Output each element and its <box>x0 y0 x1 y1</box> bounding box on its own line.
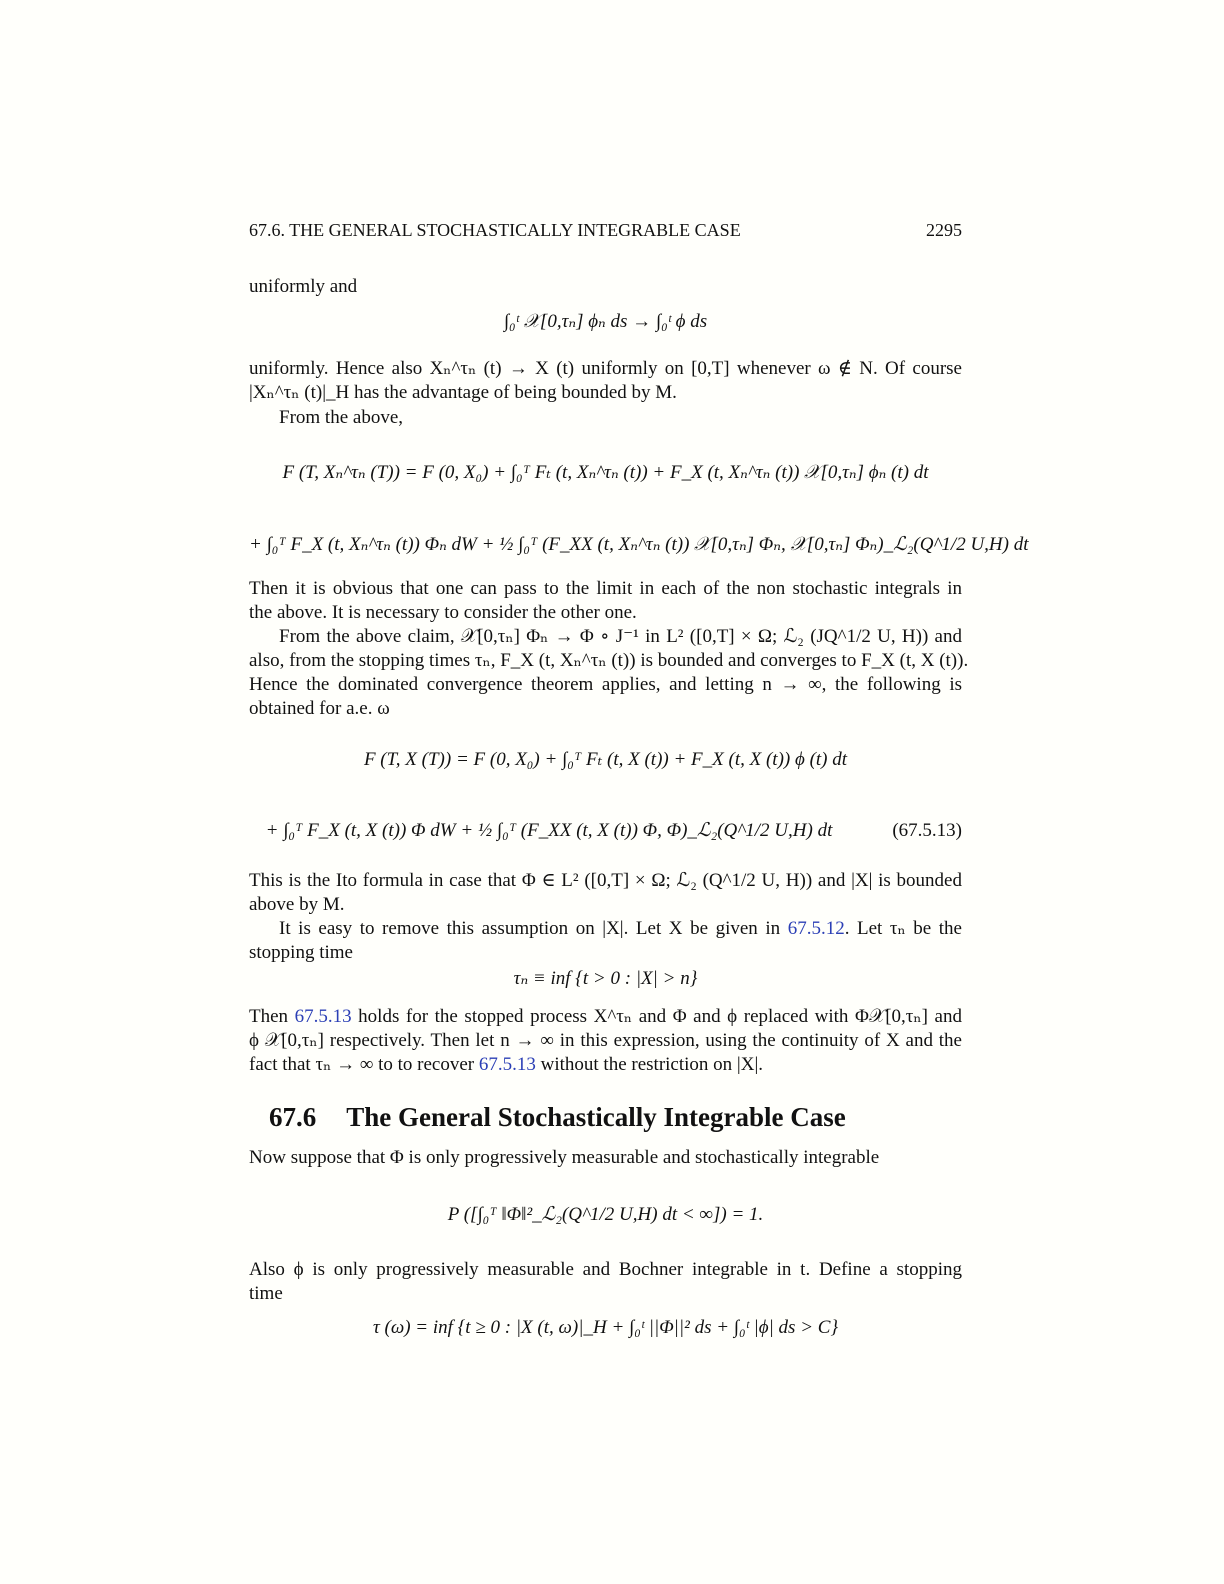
equation: ∫₀ᵗ 𝒳[0,τₙ] ϕₙ ds → ∫₀ᵗ ϕ ds <box>503 311 708 332</box>
text-line: From the above, <box>279 407 404 428</box>
text: . Let τₙ be the <box>844 918 962 939</box>
running-header <box>249 220 962 241</box>
text-line: Also ϕ is only progressively measurable and Bochner integrable in t. Define a stopping <box>249 1259 962 1280</box>
text: Then <box>249 1006 295 1027</box>
text-line: stopping time <box>249 942 353 963</box>
equation: P ([∫₀ᵀ ‖Φ‖²_ℒ₂(Q^1/2 U,H) dt < ∞]) = 1. <box>447 1204 764 1225</box>
section-heading <box>269 1102 846 1133</box>
text: fact that τₙ → ∞ to to recover <box>249 1054 479 1075</box>
equation-reference-link[interactable]: 67.5.13 <box>478 1054 536 1075</box>
page-number: 2295 <box>926 220 962 240</box>
section-title: The General Stochastically Integrable Case <box>346 1102 846 1132</box>
text-line: Then it is obvious that one can pass to the limit in each of the non stochastic integrals in <box>249 578 962 599</box>
text-line: also, from the stopping times τₙ, F_X (t, Xₙ^τₙ (t)) is bounded and converges to F_X (t, X (t)). <box>249 650 969 671</box>
equation: τₙ ≡ inf {t > 0 : |X| > n} <box>513 968 698 989</box>
text-line <box>249 1005 962 1029</box>
text-line: Now suppose that Φ is only progressively measurable and stochastically integrable <box>249 1147 880 1168</box>
text: It is easy to remove this assumption on |X|. Let X be given in <box>279 918 788 939</box>
text-line <box>249 917 962 941</box>
equation-reference-link[interactable]: 67.5.13 <box>294 1006 352 1027</box>
text-line: This is the Ito formula in case that Φ ∈ L² ([0,T] × Ω; ℒ₂ (Q^1/2 U, H)) and |X| is bounded <box>249 870 962 891</box>
text: without the restriction on |X|. <box>535 1054 764 1075</box>
text-line: uniformly and <box>249 276 358 297</box>
text-line: time <box>249 1283 283 1304</box>
text-line: above by M. <box>249 894 345 915</box>
running-title: 67.6. THE GENERAL STOCHASTICALLY INTEGRABLE CASE <box>249 220 741 240</box>
equation: + ∫₀ᵀ F_X (t, Xₙ^τₙ (t)) Φₙ dW + ½ ∫₀ᵀ (F_XX (t, Xₙ^τₙ (t)) 𝒳[0,τₙ] Φₙ, 𝒳[0,τₙ] Φₙ)_ℒ₂(Q^1/2 U,H) dt <box>249 534 1029 555</box>
equation: F (T, Xₙ^τₙ (T)) = F (0, X₀) + ∫₀ᵀ Fₜ (t, Xₙ^τₙ (t)) + F_X (t, Xₙ^τₙ (t)) 𝒳[0,τₙ] ϕₙ (t) dt <box>282 462 929 483</box>
section-number: 67.6 <box>269 1102 317 1132</box>
equation: + ∫₀ᵀ F_X (t, X (t)) Φ dW + ½ ∫₀ᵀ (F_XX (t, X (t)) Φ, Φ)_ℒ₂(Q^1/2 U,H) dt <box>265 820 833 841</box>
text-line: From the above claim, 𝒳[0,τₙ] Φₙ → Φ ∘ J⁻¹ in L² ([0,T] × Ω; ℒ₂ (JQ^1/2 U, H)) and <box>279 626 962 647</box>
text-line: uniformly. Hence also Xₙ^τₙ (t) → X (t) uniformly on [0,T] whenever ω ∉ N. Of course <box>249 358 962 379</box>
equation: F (T, X (T)) = F (0, X₀) + ∫₀ᵀ Fₜ (t, X (t)) + F_X (t, X (t)) ϕ (t) dt <box>363 749 848 770</box>
text-line: |Xₙ^τₙ (t)|_H has the advantage of being bounded by M. <box>249 382 677 403</box>
equation-number: (67.5.13) <box>892 820 962 841</box>
text-line <box>249 1053 962 1077</box>
text: holds for the stopped process X^τₙ and Φ and ϕ replaced with Φ𝒳[0,τₙ] and <box>351 1006 962 1027</box>
text-line: ϕ 𝒳[0,τₙ] respectively. Then let n → ∞ in this expression, using the continuity of X and the <box>249 1030 962 1051</box>
text-line: Hence the dominated convergence theorem applies, and letting n → ∞, the following is <box>249 674 962 695</box>
text-line: obtained for a.e. ω <box>249 698 390 719</box>
text-line: the above. It is necessary to consider the other one. <box>249 602 637 623</box>
equation-reference-link[interactable]: 67.5.12 <box>787 918 845 939</box>
equation: τ (ω) = inf {t ≥ 0 : |X (t, ω)|_H + ∫₀ᵗ ||Φ||² ds + ∫₀ᵗ |ϕ| ds > C} <box>372 1317 839 1338</box>
